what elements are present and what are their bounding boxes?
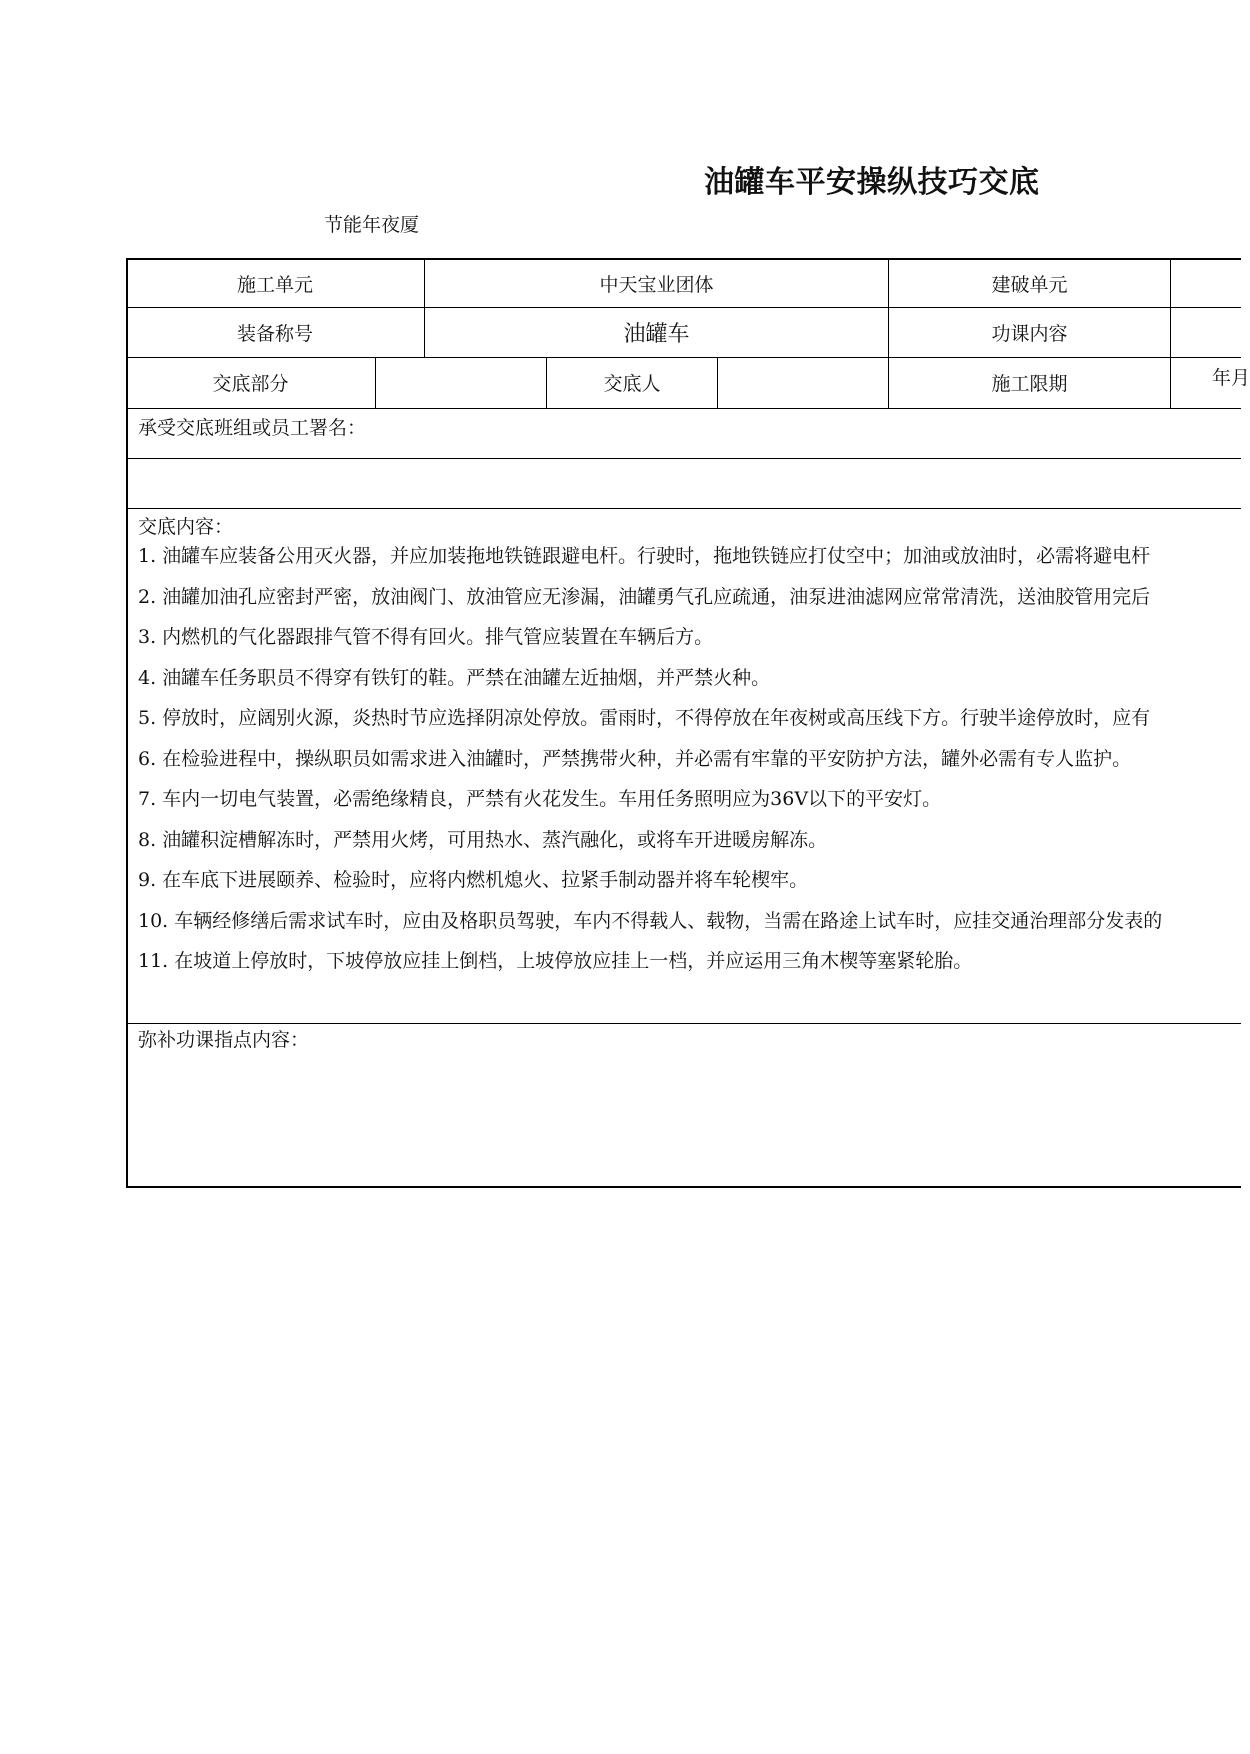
list-item: 7. 车内一切电气装置，必需绝缘精良，严禁有火花发生。车用任务照明应为36V以下的平安灯。 [138, 788, 942, 810]
list-item: 9. 在车底下进展颐养、检验时，应将内燃机熄火、拉紧手制动器并将车轮楔牢。 [138, 869, 809, 891]
row-divider-5 [126, 508, 1241, 509]
content-list [138, 541, 1162, 987]
table-bottom-border [126, 1186, 1241, 1188]
list-item: 10. 车辆经修缮后需求试车时，应由及格职员驾驶，车内不得载人、载物，当需在路途上试车时，应挂交通治理部分发表的 [138, 909, 1163, 932]
list-item: 1. 油罐车应装备公用灭火器，并应加装拖地铁链跟避电杆。行驶时，拖地铁链应打仗空中；加油或放油时，必需将避电杆 [138, 545, 1151, 567]
row-divider-1 [126, 307, 1241, 308]
equipment-name-label: 装备称号 [236, 323, 313, 345]
task-content-label: 功课内容 [991, 323, 1068, 345]
row-divider-3 [126, 408, 1241, 409]
discloser-label: 交底人 [603, 373, 661, 395]
list-item: 8. 油罐积淀槽解冻时，严禁用火烤，可用热水、蒸汽融化，或将车开进暖房解冻。 [138, 828, 828, 851]
col-divider-d [375, 358, 376, 408]
table-left-border [126, 258, 128, 1188]
row-divider-2 [126, 357, 1241, 358]
disclosure-part-label: 交底部分 [212, 373, 289, 395]
table-top-border [126, 258, 1241, 260]
list-item: 4. 油罐车任务职员不得穿有铁钉的鞋。严禁在油罐左近抽烟，并严禁火种。 [138, 666, 771, 689]
col-divider-c [1170, 258, 1171, 408]
col-divider-f [717, 358, 718, 408]
list-item: 6. 在检验进程中，操纵职员如需求进入油罐时，严禁携带火种，并必需有牢靠的平安防护方法，罐外必需有专人监护。 [138, 747, 1132, 770]
construction-period-label: 施工限期 [991, 373, 1068, 395]
construction-unit-value: 中天宝业团体 [599, 274, 714, 296]
list-item: 11. 在坡道上停放时，下坡停放应挂上倒档，上坡停放应挂上一档，并应运用三角木楔等塞紧轮胎。 [138, 950, 973, 972]
list-item: 2. 油罐加油孔应密封严密，放油阀门、放油管应无渗漏，油罐勇气孔应疏通，油泵进油滤网应常常清洗，送油胶管用完后 [138, 585, 1151, 608]
row-divider-4 [126, 458, 1241, 459]
date-fragment: 年月 [1212, 367, 1250, 389]
list-item: 5. 停放时，应阔别火源，炎热时节应选择阴凉处停放。雷雨时，不得停放在年夜树或高压线下方。行驶半途停放时，应有 [138, 707, 1151, 729]
content-label: 交底内容： [138, 516, 234, 538]
row-divider-6 [126, 1023, 1241, 1024]
disclosure-form-table [126, 258, 1250, 1188]
construction-unit-label: 施工单元 [236, 274, 313, 296]
document-title: 油罐车平安操纵技巧交底 [704, 165, 1040, 200]
equipment-name-value: 油罐车 [623, 322, 690, 347]
project-name: 节能年夜厦 [324, 214, 420, 236]
build-unit-label: 建破单元 [991, 274, 1068, 296]
list-item: 3. 内燃机的气化器跟排气管不得有回火。排气管应装置在车辆后方。 [138, 626, 714, 648]
signature-label: 承受交底班组或员工署名： [138, 417, 367, 439]
supplementary-label: 弥补功课指点内容： [138, 1029, 310, 1051]
